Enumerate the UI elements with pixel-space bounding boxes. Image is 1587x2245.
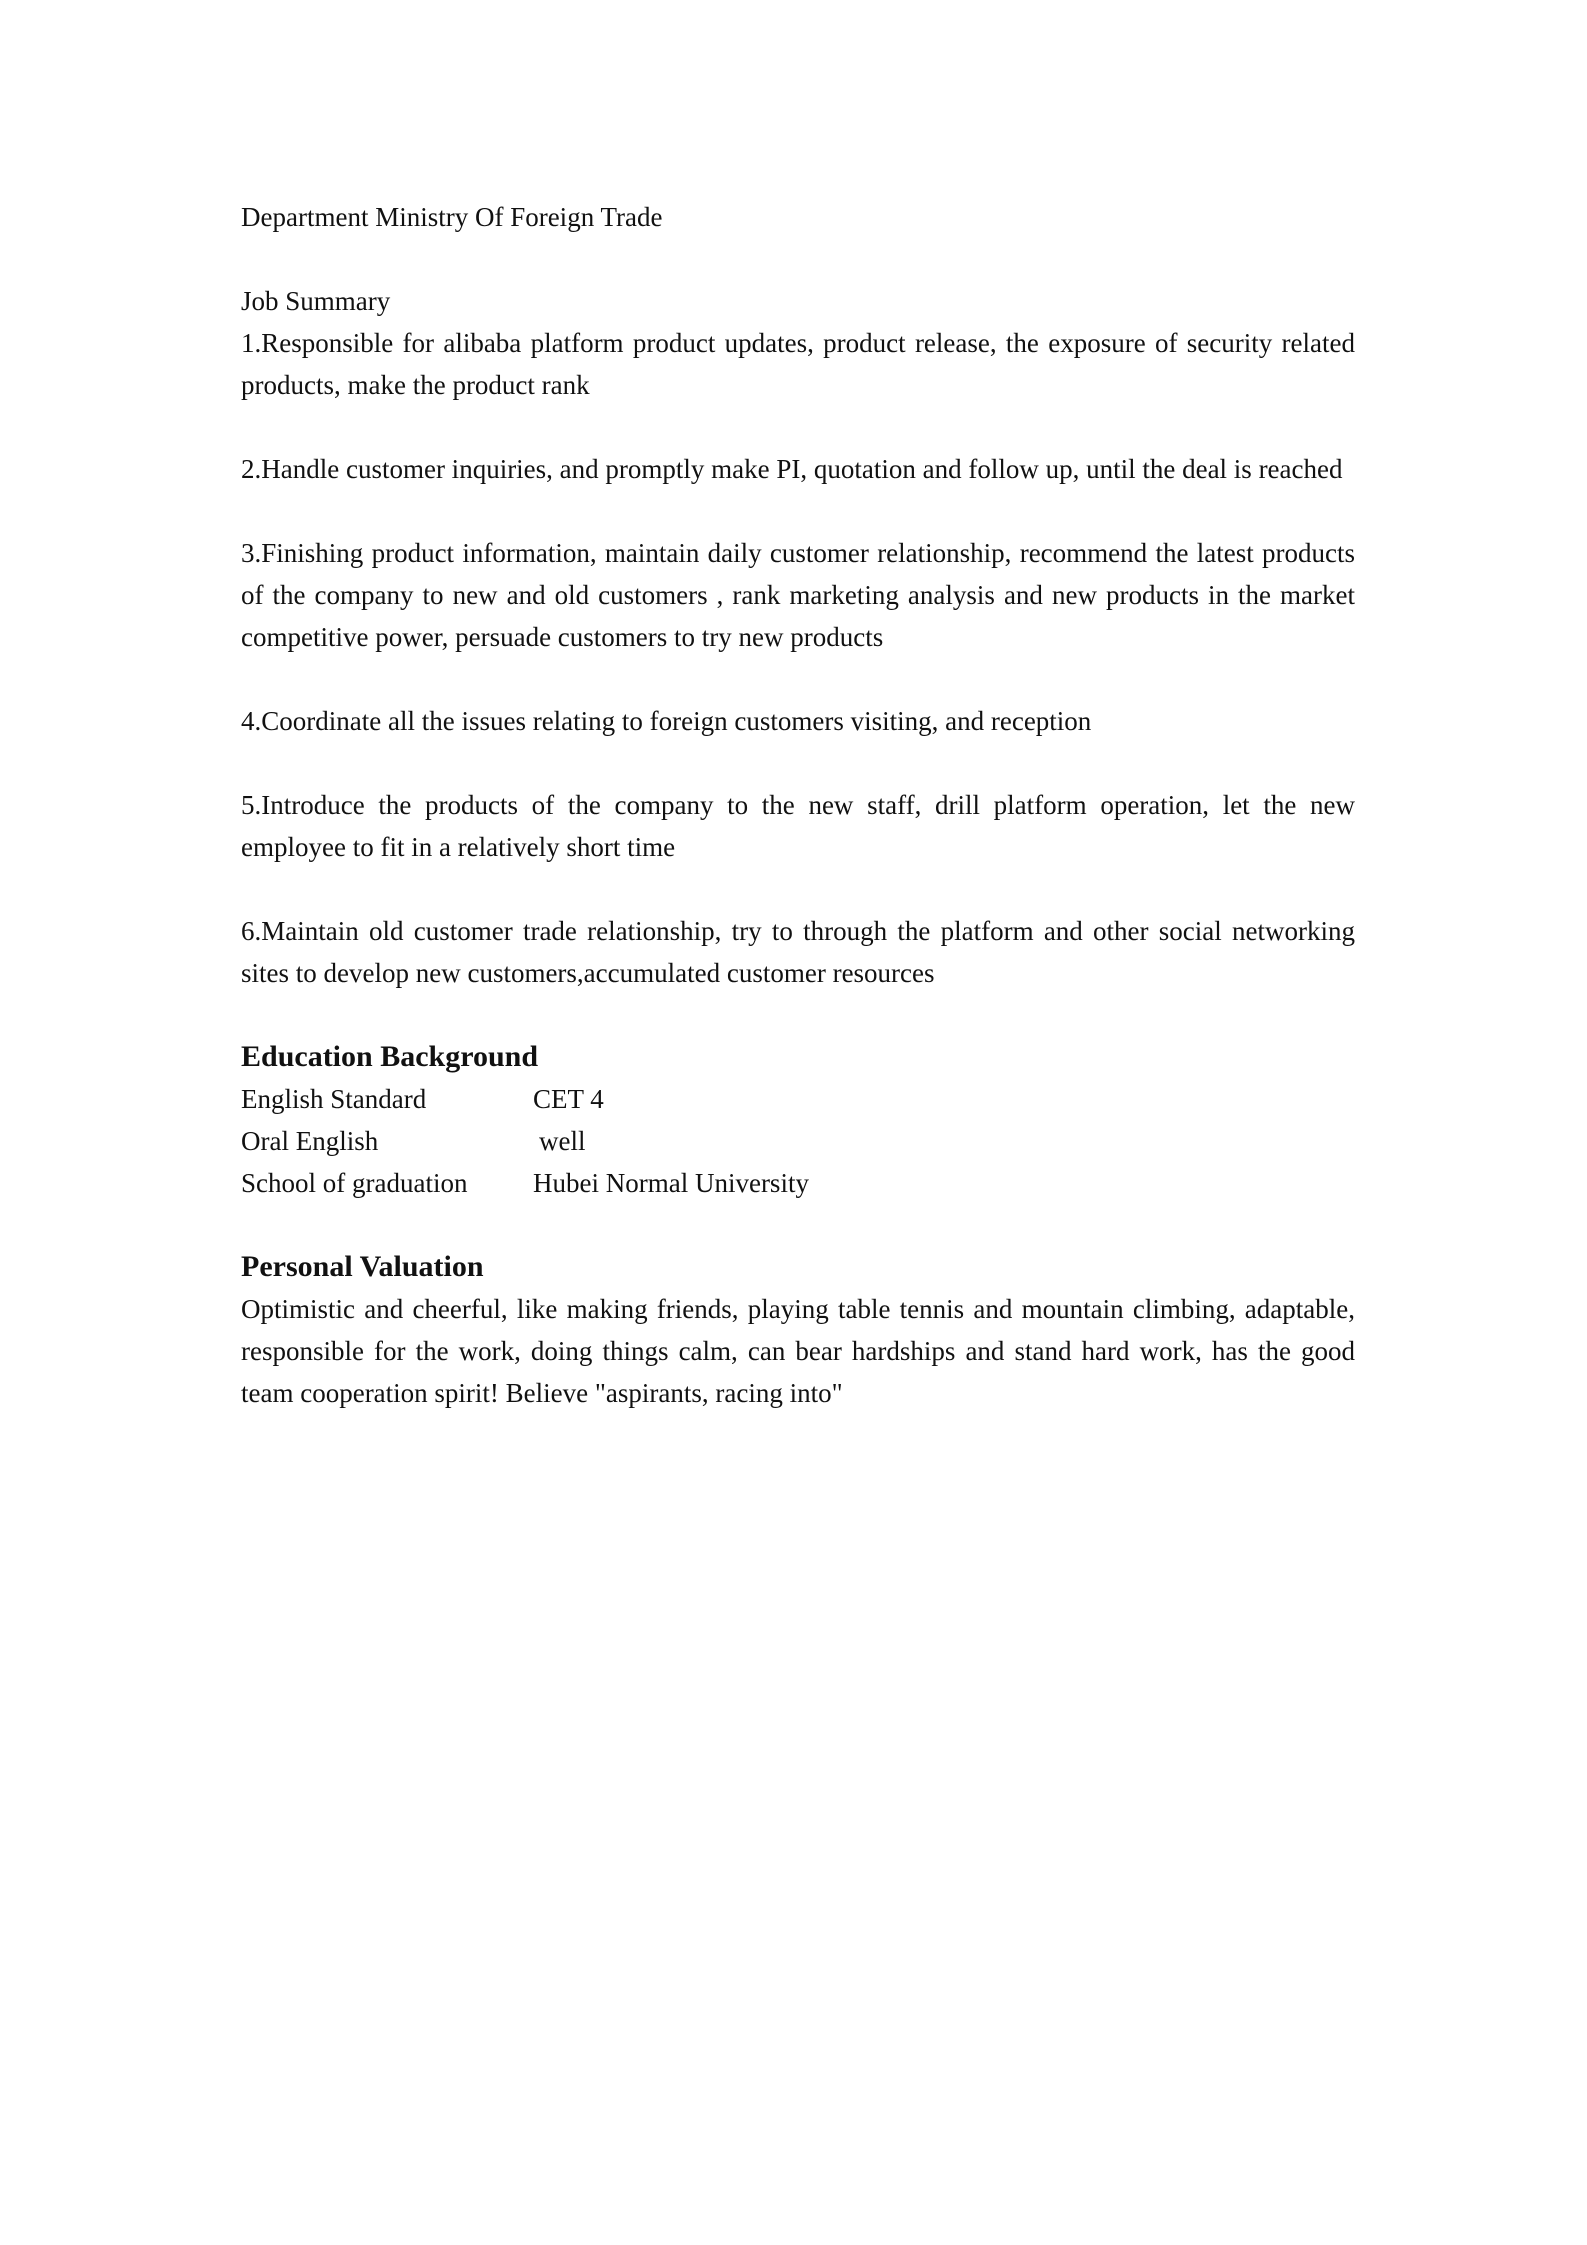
job-summary-item-6: 6.Maintain old customer trade relationship, try to through the platform and other social networking sites to develop new customers,accumulated customer resources: [241, 916, 1355, 988]
spacer: [241, 406, 1355, 448]
spacer: [241, 742, 1355, 784]
spacer: [241, 994, 1355, 1036]
education-value: Hubei Normal University: [533, 1168, 809, 1198]
spacer: [241, 1204, 1355, 1246]
education-label: School of graduation: [241, 1168, 468, 1198]
education-heading: Education Background: [241, 1040, 539, 1073]
department-line: Department Ministry Of Foreign Trade: [241, 202, 663, 232]
job-summary-item-1: 1.Responsible for alibaba platform product updates, product release, the exposure of security related products, make the product rank: [241, 328, 1355, 400]
job-summary-item-2: 2.Handle customer inquiries, and promptly make PI, quotation and follow up, until the deal is reached: [241, 454, 1343, 484]
personal-valuation-text: Optimistic and cheerful, like making friends, playing table tennis and mountain climbing, adaptable, responsible for the work, doing things calm, can bear hardships and stand hard work, has the good team cooperation spirit! Believe "aspirants, racing into": [241, 1294, 1355, 1408]
spacer: [241, 868, 1355, 910]
education-value: CET 4: [533, 1084, 604, 1114]
resume-page: [241, 196, 1355, 1414]
education-row-school: [241, 1162, 1355, 1204]
education-row-oral-english: [241, 1120, 1355, 1162]
job-summary-title: Job Summary: [241, 286, 391, 316]
education-label: Oral English: [241, 1126, 379, 1156]
personal-valuation-heading: Personal Valuation: [241, 1250, 484, 1283]
education-row-english-standard: [241, 1078, 1355, 1120]
spacer: [241, 490, 1355, 532]
job-summary-item-5: 5.Introduce the products of the company to the new staff, drill platform operation, let the new employee to fit in a relatively short time: [241, 790, 1355, 862]
spacer: [241, 658, 1355, 700]
spacer: [241, 238, 1355, 280]
job-summary-item-3: 3.Finishing product information, maintain daily customer relationship, recommend the latest products of the company to new and old customers , rank marketing analysis and new products in the market competitive power, persuade customers to try new products: [241, 538, 1355, 652]
job-summary-item-4: 4.Coordinate all the issues relating to foreign customers visiting, and reception: [241, 706, 1092, 736]
education-value: well: [539, 1126, 586, 1156]
education-label: English Standard: [241, 1084, 427, 1114]
